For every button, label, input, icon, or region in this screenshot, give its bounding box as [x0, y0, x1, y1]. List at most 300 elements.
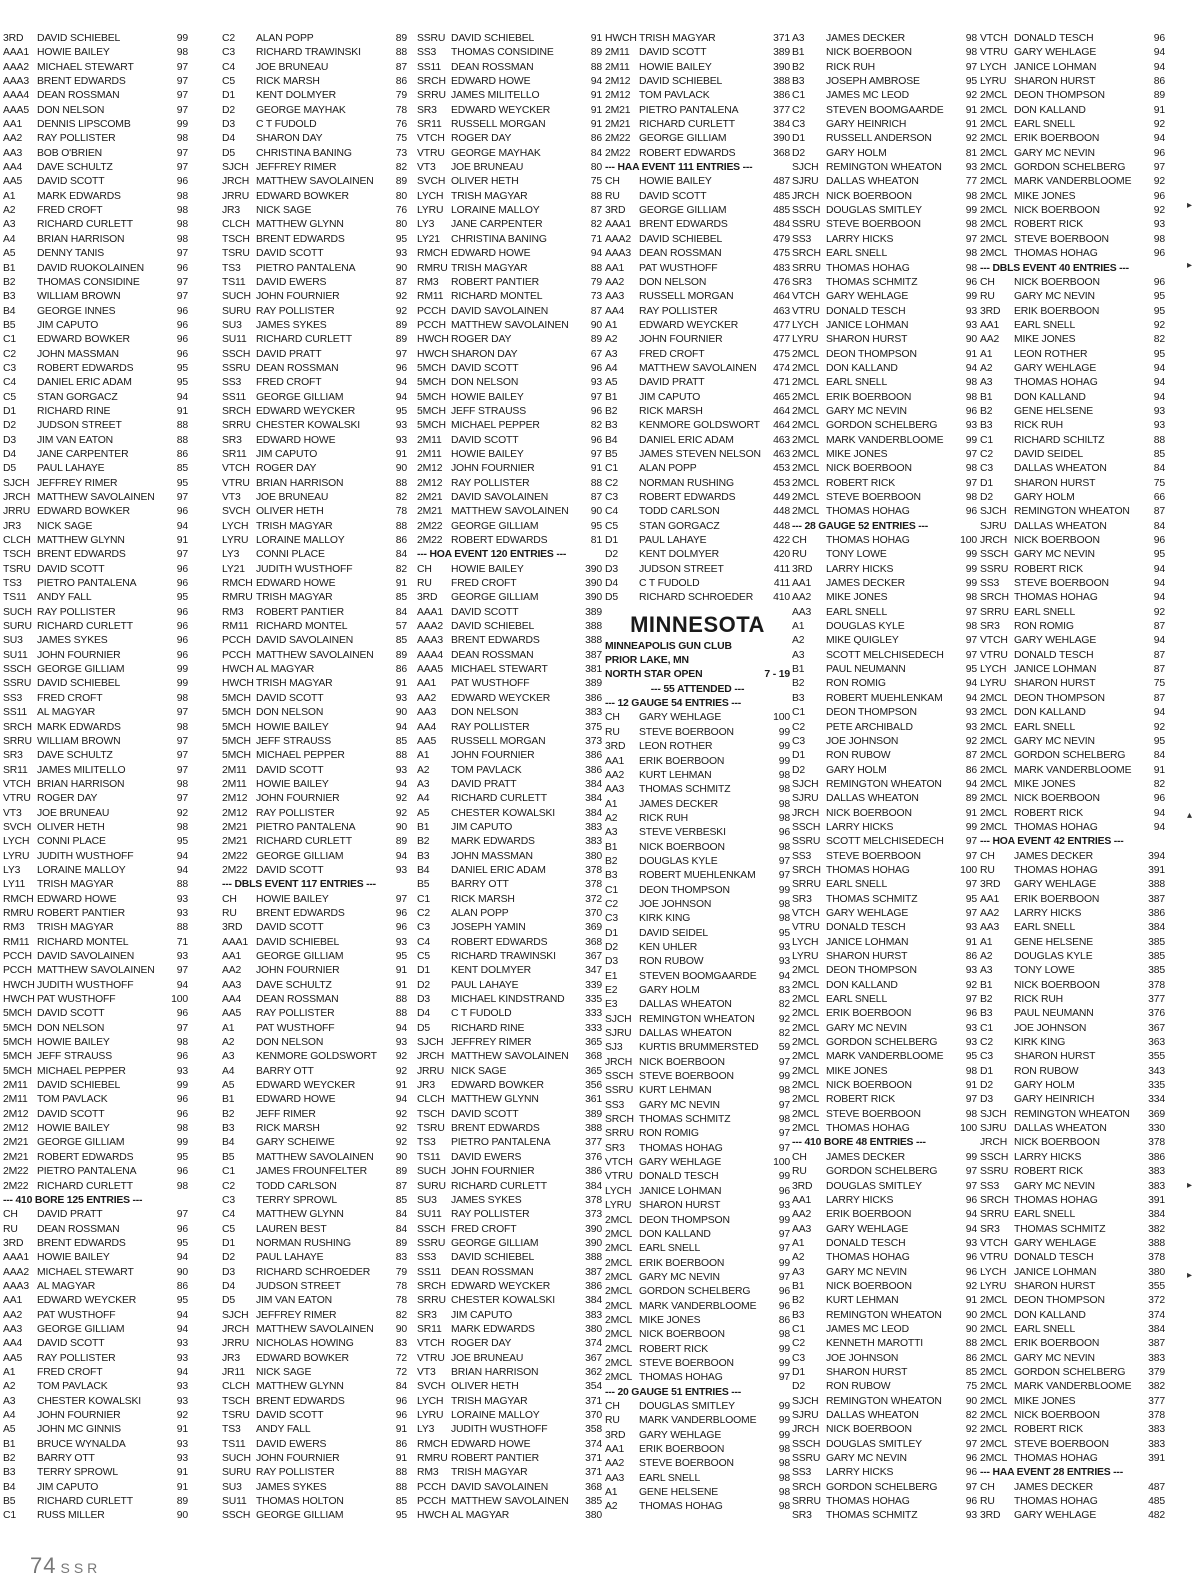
result-row: [417, 1294, 602, 1308]
score: 93: [965, 922, 977, 934]
shooter-name: DAVID SCOTT: [37, 1108, 105, 1120]
score: 386: [773, 90, 790, 102]
score: 383: [585, 821, 602, 833]
shooter-name: EDWARD WEYCKER: [256, 405, 356, 417]
result-row: [222, 491, 407, 505]
shooter-name: JOE JOHNSON: [639, 898, 712, 910]
shooter-name: JEFFREY RIMER: [256, 1309, 337, 1321]
shooter-name: MATTHEW SAVOLAINEN: [451, 1496, 569, 1508]
class-code: 2MCL: [980, 1323, 1008, 1335]
class-code: D5: [222, 147, 235, 159]
shooter-name: STEVE BOERBOON: [639, 1071, 734, 1083]
score: 67: [590, 348, 602, 360]
shooter-name: DEAN ROSSMAN: [639, 248, 722, 260]
score: 388: [1148, 879, 1165, 891]
score: 100: [171, 994, 188, 1006]
result-row: [980, 821, 1165, 835]
class-code: AA1: [605, 1444, 625, 1455]
result-row: [417, 1050, 602, 1064]
class-code: 2M12: [605, 90, 631, 102]
shooter-name: FRED CROFT: [37, 1366, 103, 1378]
class-code: 2MCL: [980, 821, 1008, 833]
score: 93: [176, 1338, 188, 1350]
shooter-name: DANIEL ERIC ADAM: [37, 377, 132, 389]
class-code: AA3: [605, 784, 625, 796]
shooter-name: THOMAS HOHAG: [826, 262, 910, 274]
shooter-name: HOWIE BAILEY: [37, 1123, 110, 1135]
result-row: [222, 32, 407, 46]
shooter-name: JUDITH WUSTHOFF: [256, 563, 353, 575]
class-code: SS11: [222, 391, 247, 403]
class-code: D5: [417, 1022, 430, 1034]
shooter-name: DON NELSON: [256, 707, 324, 719]
shooter-name: ERIK BOERBOON: [639, 1444, 725, 1455]
shooter-name: MARK VANDERBLOOME: [639, 1415, 757, 1427]
class-code: SR3: [417, 104, 437, 116]
shooter-name: MARK VANDERBLOOME: [826, 1051, 944, 1063]
shoot-dates: 7 - 19: [764, 669, 790, 681]
score: 79: [395, 1266, 407, 1278]
class-code: AAA5: [3, 104, 29, 116]
shooter-name: JAMES MILITELLO: [451, 90, 540, 102]
result-row: [417, 778, 602, 792]
result-row: [980, 391, 1165, 405]
result-row: [792, 1007, 977, 1021]
shooter-name: DAVID SCHIEBEL: [451, 621, 535, 633]
shooter-name: PAUL NEUMANN: [1014, 1008, 1094, 1020]
score: 92: [395, 1065, 407, 1077]
score: 90: [176, 1266, 188, 1278]
result-row: [3, 32, 188, 46]
score: 411: [773, 578, 790, 590]
score: 391: [1148, 1453, 1165, 1465]
shooter-name: ROBERT PANTIER: [451, 1453, 539, 1465]
class-code: 5MCH: [417, 405, 446, 417]
shooter-name: STEVE VERBESKI: [639, 827, 726, 839]
shooter-name: JANICE LOHMAN: [826, 319, 909, 331]
shooter-name: CHESTER KOWALSKI: [256, 420, 361, 432]
shooter-name: PIETRO PANTALENA: [639, 104, 739, 116]
result-row: [792, 391, 977, 405]
class-code: TS11: [222, 276, 246, 288]
class-code: AA2: [417, 692, 437, 704]
shooter-name: RICHARD CURLETT: [639, 119, 735, 131]
class-code: B4: [605, 434, 618, 446]
result-row: [3, 893, 188, 907]
shooter-name: LORAINE MALLOY: [451, 1410, 540, 1421]
shooter-name: PAUL NEUMANN: [826, 664, 906, 676]
class-code: C3: [792, 1352, 805, 1364]
shooter-name: HOWIE BAILEY: [256, 778, 329, 790]
class-code: A3: [980, 965, 993, 977]
shooter-name: DAVID SCHIEBEL: [37, 1080, 121, 1092]
shooter-name: JOE BRUNEAU: [451, 162, 524, 174]
score: 85: [176, 463, 188, 475]
result-row: [3, 190, 188, 204]
result-row: [222, 979, 407, 993]
score: 89: [965, 793, 977, 805]
score: 99: [965, 1151, 977, 1163]
shooter-name: JOHN FOURNIER: [451, 750, 535, 762]
shooter-name: ROBERT MUEHLENKAM: [639, 870, 756, 882]
shooter-name: DAVID SCOTT: [256, 692, 324, 704]
score: 385: [1148, 936, 1165, 948]
class-code: 2MCL: [605, 1228, 633, 1240]
class-code: B3: [792, 76, 805, 88]
score: 386: [1148, 907, 1165, 919]
score: 100: [773, 1157, 790, 1169]
result-row: [605, 118, 790, 132]
shooter-name: DAVID SCHIEBEL: [451, 33, 535, 44]
result-row: [222, 419, 407, 433]
result-row: [792, 362, 977, 376]
class-code: LYRU: [3, 850, 30, 862]
score: 95: [176, 1151, 188, 1163]
result-row: [222, 1352, 407, 1366]
result-row: [605, 869, 790, 883]
class-code: B5: [3, 1496, 16, 1508]
shooter-name: HOWIE BAILEY: [451, 391, 524, 403]
class-code: SVCH: [3, 821, 32, 833]
result-row: [792, 1022, 977, 1036]
shooter-name: BARRY OTT: [451, 879, 509, 891]
shooter-name: DON NELSON: [37, 104, 105, 116]
score: 94: [1153, 391, 1165, 403]
shooter-name: PAUL LAHAYE: [256, 1252, 324, 1264]
class-code: VTCH: [605, 1157, 633, 1169]
score: 98: [778, 1487, 790, 1499]
score: 92: [395, 1123, 407, 1135]
score: 91: [395, 965, 407, 977]
shooter-name: DAVID SCHIEBEL: [451, 1252, 535, 1264]
class-code: C2: [222, 33, 235, 44]
shooter-name: MATTHEW GLYNN: [256, 219, 344, 231]
result-row: [3, 104, 188, 118]
score: 369: [1148, 1108, 1165, 1120]
score: 96: [965, 506, 977, 518]
result-row: [980, 448, 1165, 462]
shooter-name: STEVE BOERBOON: [826, 492, 921, 503]
result-row: [417, 233, 602, 247]
class-code: 2MCL: [605, 1357, 633, 1369]
class-code: AAA3: [417, 635, 443, 647]
score: 93: [176, 1395, 188, 1407]
shooter-name: JEFF STRAUSS: [37, 1051, 112, 1063]
score: 98: [965, 1108, 977, 1120]
class-code: RU: [605, 190, 620, 202]
score: 86: [778, 1314, 790, 1326]
result-row: [417, 1466, 602, 1480]
class-code: HWCH: [222, 664, 254, 676]
class-code: A3: [980, 377, 993, 389]
shooter-name: GORDON SCHELBERG: [826, 1166, 938, 1178]
result-row: [3, 950, 188, 964]
result-row: [417, 391, 602, 405]
score: 88: [590, 262, 602, 274]
shooter-name: DAVID SCOTT: [639, 47, 707, 59]
result-row: [417, 247, 602, 261]
class-code: JRRU: [3, 506, 31, 518]
class-code: A4: [3, 1410, 16, 1421]
shooter-name: JUDITH WUSTHOFF: [451, 1424, 548, 1436]
class-code: SRCH: [417, 76, 446, 88]
result-row: [3, 850, 188, 864]
score: 391: [1148, 1194, 1165, 1206]
result-row: [3, 1136, 188, 1150]
result-row: [3, 348, 188, 362]
result-row: [417, 620, 602, 634]
result-row: [3, 1251, 188, 1265]
shooter-name: LARRY HICKS: [826, 563, 894, 575]
class-code: B1: [417, 821, 430, 833]
score: 94: [778, 970, 790, 982]
result-row: [605, 1314, 790, 1328]
score: 93: [176, 1381, 188, 1393]
class-code: C1: [980, 1022, 993, 1034]
result-row: [222, 1495, 407, 1509]
score: 386: [585, 1280, 602, 1292]
shooter-name: RICK MARSH: [256, 76, 320, 88]
score: 72: [395, 1366, 407, 1378]
class-code: AA2: [3, 133, 23, 145]
results-column: [222, 32, 407, 1524]
class-code: SJRU: [980, 1123, 1007, 1135]
class-code: 2M21: [222, 821, 248, 833]
result-row: [417, 563, 602, 577]
result-row: [605, 505, 790, 519]
result-row: [3, 290, 188, 304]
class-code: LYRU: [417, 1410, 444, 1421]
result-row: [980, 1007, 1165, 1021]
score: 86: [176, 1280, 188, 1292]
class-code: 2MCL: [605, 1372, 633, 1384]
shooter-name: GARY MC NEVIN: [1014, 735, 1095, 747]
shooter-name: MATTHEW SAVOLAINEN: [639, 362, 757, 374]
class-code: PCCH: [417, 1496, 446, 1508]
class-code: 2MCL: [980, 133, 1008, 145]
class-code: C3: [980, 1051, 993, 1063]
score: 93: [176, 951, 188, 962]
class-code: C1: [222, 1166, 235, 1178]
shooter-name: JUDSON STREET: [639, 563, 724, 575]
result-row: [792, 434, 977, 448]
class-code: SVCH: [417, 176, 446, 188]
shooter-name: PIETRO PANTALENA: [256, 262, 356, 274]
class-code: SSRU: [980, 1166, 1009, 1178]
class-code: 2MCL: [792, 434, 820, 446]
class-code: A4: [222, 1065, 235, 1077]
shooter-name: REMINGTON WHEATON: [1014, 506, 1130, 518]
class-code: B2: [792, 1295, 805, 1307]
result-row: [222, 1036, 407, 1050]
result-row: [3, 262, 188, 276]
class-code: A2: [792, 635, 805, 647]
class-code: D1: [222, 90, 235, 102]
class-code: JRCH: [605, 1056, 633, 1068]
shooter-name: KURT LEHMAN: [826, 1295, 899, 1307]
score: 94: [176, 850, 188, 862]
shooter-name: RICHARD TRAWINSKI: [451, 951, 556, 962]
shooter-name: GARY WEHLAGE: [826, 907, 909, 919]
result-row: [222, 233, 407, 247]
result-row: [980, 634, 1165, 648]
result-row: [605, 998, 790, 1012]
result-row: [605, 89, 790, 103]
shooter-name: GEORGE GILLIAM: [639, 205, 727, 217]
shooter-name: EDWARD WEYCKER: [451, 692, 551, 704]
result-row: [222, 75, 407, 89]
result-row: [980, 1395, 1165, 1409]
score: 82: [395, 162, 407, 174]
class-code: D3: [3, 434, 16, 446]
score: 97: [1153, 162, 1165, 174]
shooter-name: ERIK BOERBOON: [826, 1209, 912, 1221]
result-row: [792, 1223, 977, 1237]
shooter-name: TOM PAVLACK: [37, 1094, 108, 1106]
score: 390: [773, 133, 790, 145]
score: 370: [585, 1410, 602, 1421]
class-code: B4: [222, 1137, 235, 1149]
shooter-name: JANICE LOHMAN: [1014, 1266, 1097, 1278]
results-column: [980, 32, 1165, 1524]
class-code: B5: [3, 319, 16, 331]
score: 91: [395, 1080, 407, 1092]
result-row: [605, 1142, 790, 1156]
result-row: [605, 711, 790, 725]
result-row: [605, 740, 790, 754]
result-row: [3, 634, 188, 648]
score: 389: [585, 678, 602, 690]
shooter-name: MATTHEW GLYNN: [256, 1381, 344, 1393]
result-row: [417, 649, 602, 663]
result-row: [222, 677, 407, 691]
score: 96: [395, 362, 407, 374]
shooter-name: BARRY OTT: [37, 1453, 95, 1465]
shooter-name: TRISH MAGYAR: [451, 1395, 528, 1407]
shooter-name: TONY LOWE: [826, 549, 887, 561]
score: 94: [1153, 807, 1165, 819]
result-row: [605, 46, 790, 60]
class-code: 2M11: [605, 61, 630, 73]
shooter-name: CONNI PLACE: [256, 549, 325, 561]
shooter-name: LARRY HICKS: [826, 1467, 894, 1479]
score: 95: [965, 893, 977, 905]
class-code: LYRU: [792, 334, 819, 346]
score: 84: [395, 1223, 407, 1235]
class-code: 2M11: [417, 448, 442, 460]
shooter-name: DEAN ROSSMAN: [256, 362, 339, 374]
shooter-name: DON KALLAND: [639, 1228, 711, 1240]
shooter-name: NICK BOERBOON: [1014, 276, 1100, 288]
result-row: [417, 362, 602, 376]
shooter-name: THOMAS SCHMITZ: [639, 784, 731, 796]
class-code: 2MCL: [980, 190, 1008, 202]
class-code: VTCH: [3, 778, 31, 790]
result-row: [417, 1136, 602, 1150]
result-row: [980, 692, 1165, 706]
shooter-name: CONNI PLACE: [37, 836, 106, 848]
result-row: [417, 692, 602, 706]
result-row: [222, 477, 407, 491]
score: 75: [1153, 678, 1165, 690]
result-row: [980, 32, 1165, 46]
result-row: [3, 1180, 188, 1194]
result-row: [222, 1481, 407, 1495]
result-row: [222, 290, 407, 304]
score: 96: [965, 1453, 977, 1465]
result-row: [417, 1093, 602, 1107]
score: 97: [965, 477, 977, 489]
result-row: [605, 32, 790, 46]
shooter-name: ROGER DAY: [451, 1338, 512, 1350]
shooter-name: DAVID SCOTT: [37, 1338, 105, 1350]
class-code: D1: [222, 1237, 235, 1249]
shooter-name: FRED CROFT: [256, 377, 322, 389]
result-row: [417, 376, 602, 390]
class-code: TS3: [3, 578, 22, 590]
shooter-name: JAMES DECKER: [826, 1151, 906, 1163]
score: 368: [585, 936, 602, 948]
class-code: VTRU: [222, 477, 250, 489]
result-row: [605, 548, 790, 562]
result-row: [417, 1151, 602, 1165]
class-code: LYRU: [980, 1280, 1007, 1292]
score: 82: [395, 1309, 407, 1321]
score: 96: [176, 1051, 188, 1063]
class-code: SRCH: [792, 248, 821, 260]
class-code: B3: [222, 1123, 235, 1135]
result-row: [222, 262, 407, 276]
shooter-name: GARY MC NEVIN: [639, 1271, 720, 1283]
result-row: [222, 821, 407, 835]
shooter-name: NICK BOERBOON: [826, 463, 912, 475]
class-code: 2MCL: [605, 1214, 633, 1226]
score: 93: [590, 377, 602, 389]
margin-mark: ▸: [1186, 260, 1192, 271]
score: 82: [590, 219, 602, 231]
shooter-name: DEAN ROSSMAN: [37, 1223, 120, 1235]
result-row: [3, 907, 188, 921]
score: 86: [965, 764, 977, 776]
shooter-name: SHARON HURST: [1014, 1051, 1096, 1063]
result-row: [605, 1056, 790, 1070]
class-code: SRRU: [605, 1128, 634, 1140]
shooter-name: DAVID SAVOLAINEN: [256, 635, 354, 647]
result-row: [980, 218, 1165, 232]
score: 390: [585, 578, 602, 590]
shooter-name: NICK SAGE: [256, 205, 312, 217]
class-code: 2MCL: [980, 147, 1008, 159]
class-code: C3: [3, 362, 16, 374]
result-row: [417, 606, 602, 620]
result-row: [417, 964, 602, 978]
shooter-name: MATTHEW SAVOLAINEN: [256, 176, 374, 188]
class-code: JRCH: [222, 1323, 250, 1335]
shooter-name: EARL SNELL: [639, 1472, 701, 1484]
score: 389: [585, 606, 602, 618]
score: 93: [965, 965, 977, 977]
result-row: [980, 1352, 1165, 1366]
score: 487: [773, 176, 790, 188]
class-code: RM3: [3, 922, 25, 934]
result-row: [792, 118, 977, 132]
score: 98: [176, 205, 188, 217]
score: 81: [965, 147, 977, 159]
score: 98: [778, 798, 790, 810]
result-row: [3, 1007, 188, 1021]
result-row: [417, 634, 602, 648]
margin-mark: ▸: [1186, 200, 1192, 211]
